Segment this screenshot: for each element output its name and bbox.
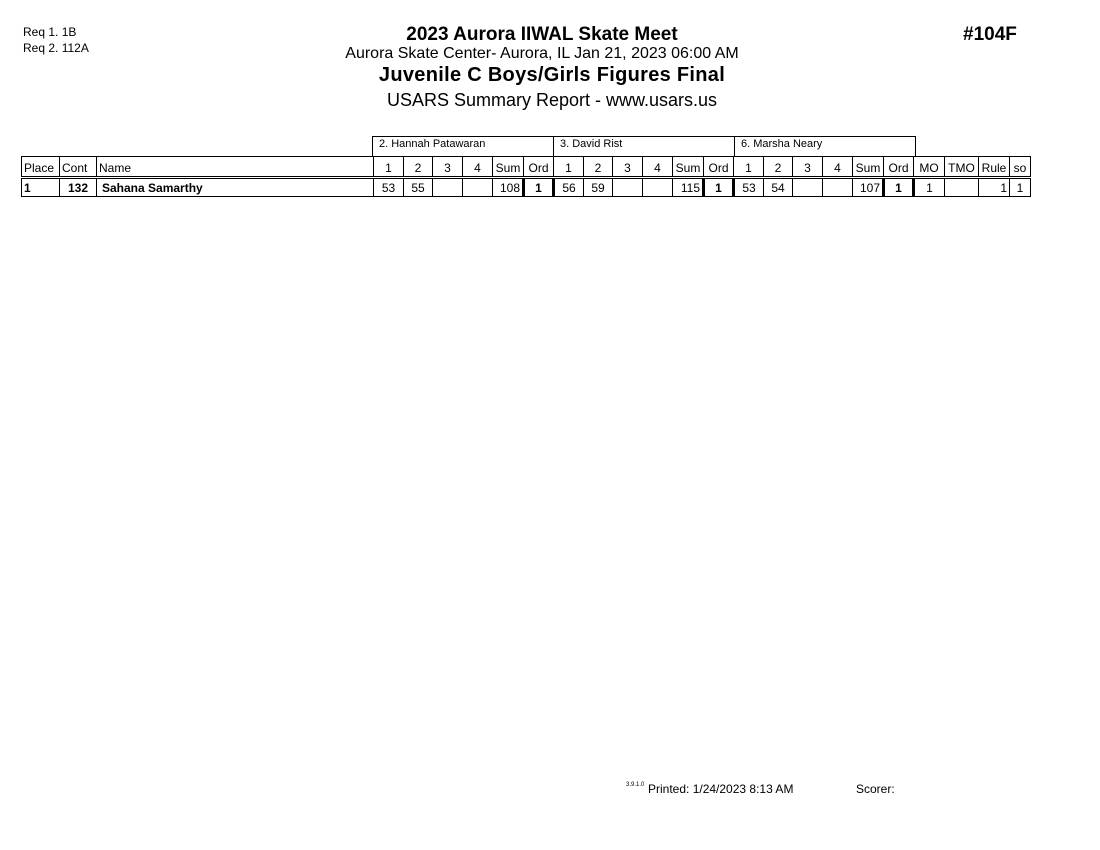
judge-header-1: 2. Hannah Patawaran (372, 136, 554, 156)
software-version: 3.9.1.0 (626, 782, 645, 788)
table-header-row (22, 157, 1031, 178)
requirement-2: Req 2. 112A (23, 41, 89, 55)
col-mo: MO (914, 157, 945, 178)
j1-mark-4-cell (463, 178, 493, 197)
j1-sum-cell: 108 (493, 178, 524, 197)
col-cont: Cont (60, 157, 97, 178)
j3-sum-cell: 107 (853, 178, 884, 197)
rule-cell: 1 (979, 178, 1010, 197)
j1-mark-1-cell: 53 (374, 178, 404, 197)
tmo-cell (945, 178, 979, 197)
j3-mark-4-cell (823, 178, 853, 197)
col-j1-mark-4: 4 (463, 157, 493, 178)
col-j1-ord: Ord (524, 157, 554, 178)
col-j3-mark-2: 2 (764, 157, 793, 178)
requirement-1: Req 1. 1B (23, 25, 77, 39)
cont-cell: 132 (60, 178, 97, 197)
mo-cell: 1 (914, 178, 945, 197)
results-table (21, 156, 1031, 197)
col-j2-mark-1: 1 (554, 157, 584, 178)
col-j1-mark-1: 1 (374, 157, 404, 178)
col-j2-ord: Ord (704, 157, 734, 178)
j2-sum-cell: 115 (673, 178, 704, 197)
printed-timestamp: Printed: 1/24/2023 8:13 AM (648, 782, 794, 796)
scorer-label: Scorer: (856, 782, 895, 796)
event-number: #104F (963, 24, 1017, 45)
col-j3-sum: Sum (853, 157, 884, 178)
col-j3-ord: Ord (884, 157, 914, 178)
col-j2-mark-3: 3 (613, 157, 643, 178)
so-cell: 1 (1010, 178, 1031, 197)
col-j2-mark-2: 2 (584, 157, 613, 178)
j2-mark-3-cell (613, 178, 643, 197)
j2-mark-2-cell: 59 (584, 178, 613, 197)
col-j1-mark-2: 2 (404, 157, 433, 178)
col-j1-sum: Sum (493, 157, 524, 178)
col-j3-mark-3: 3 (793, 157, 823, 178)
skater-name-cell: Sahana Samarthy (97, 178, 374, 197)
col-so: so (1010, 157, 1031, 178)
j3-ord-cell: 1 (884, 178, 914, 197)
col-j3-mark-4: 4 (823, 157, 853, 178)
place-cell: 1 (22, 178, 60, 197)
event-name: Juvenile C Boys/Girls Figures Final (378, 64, 726, 86)
j2-ord-cell: 1 (704, 178, 734, 197)
judge-header-3: 6. Marsha Neary (734, 136, 916, 156)
col-j1-mark-3: 3 (433, 157, 463, 178)
col-j2-sum: Sum (673, 157, 704, 178)
report-name: USARS Summary Report - www.usars.us (386, 90, 718, 110)
j1-mark-3-cell (433, 178, 463, 197)
col-tmo: TMO (945, 157, 979, 178)
meet-title: 2023 Aurora IIWAL Skate Meet (406, 24, 678, 45)
col-j2-mark-4: 4 (643, 157, 673, 178)
col-rule: Rule (979, 157, 1010, 178)
j2-mark-1-cell: 56 (554, 178, 584, 197)
meet-location-date: Aurora Skate Center- Aurora, IL Jan 21, 2023 06:00 AM (345, 45, 739, 62)
col-place: Place (22, 157, 60, 178)
j1-mark-2-cell: 55 (404, 178, 433, 197)
table-row (22, 178, 1031, 197)
col-name: Name (97, 157, 374, 178)
j3-mark-3-cell (793, 178, 823, 197)
j1-ord-cell: 1 (524, 178, 554, 197)
judge-header-2: 3. David Rist (553, 136, 735, 156)
j3-mark-2-cell: 54 (764, 178, 793, 197)
j2-mark-4-cell (643, 178, 673, 197)
col-j3-mark-1: 1 (734, 157, 764, 178)
j3-mark-1-cell: 53 (734, 178, 764, 197)
